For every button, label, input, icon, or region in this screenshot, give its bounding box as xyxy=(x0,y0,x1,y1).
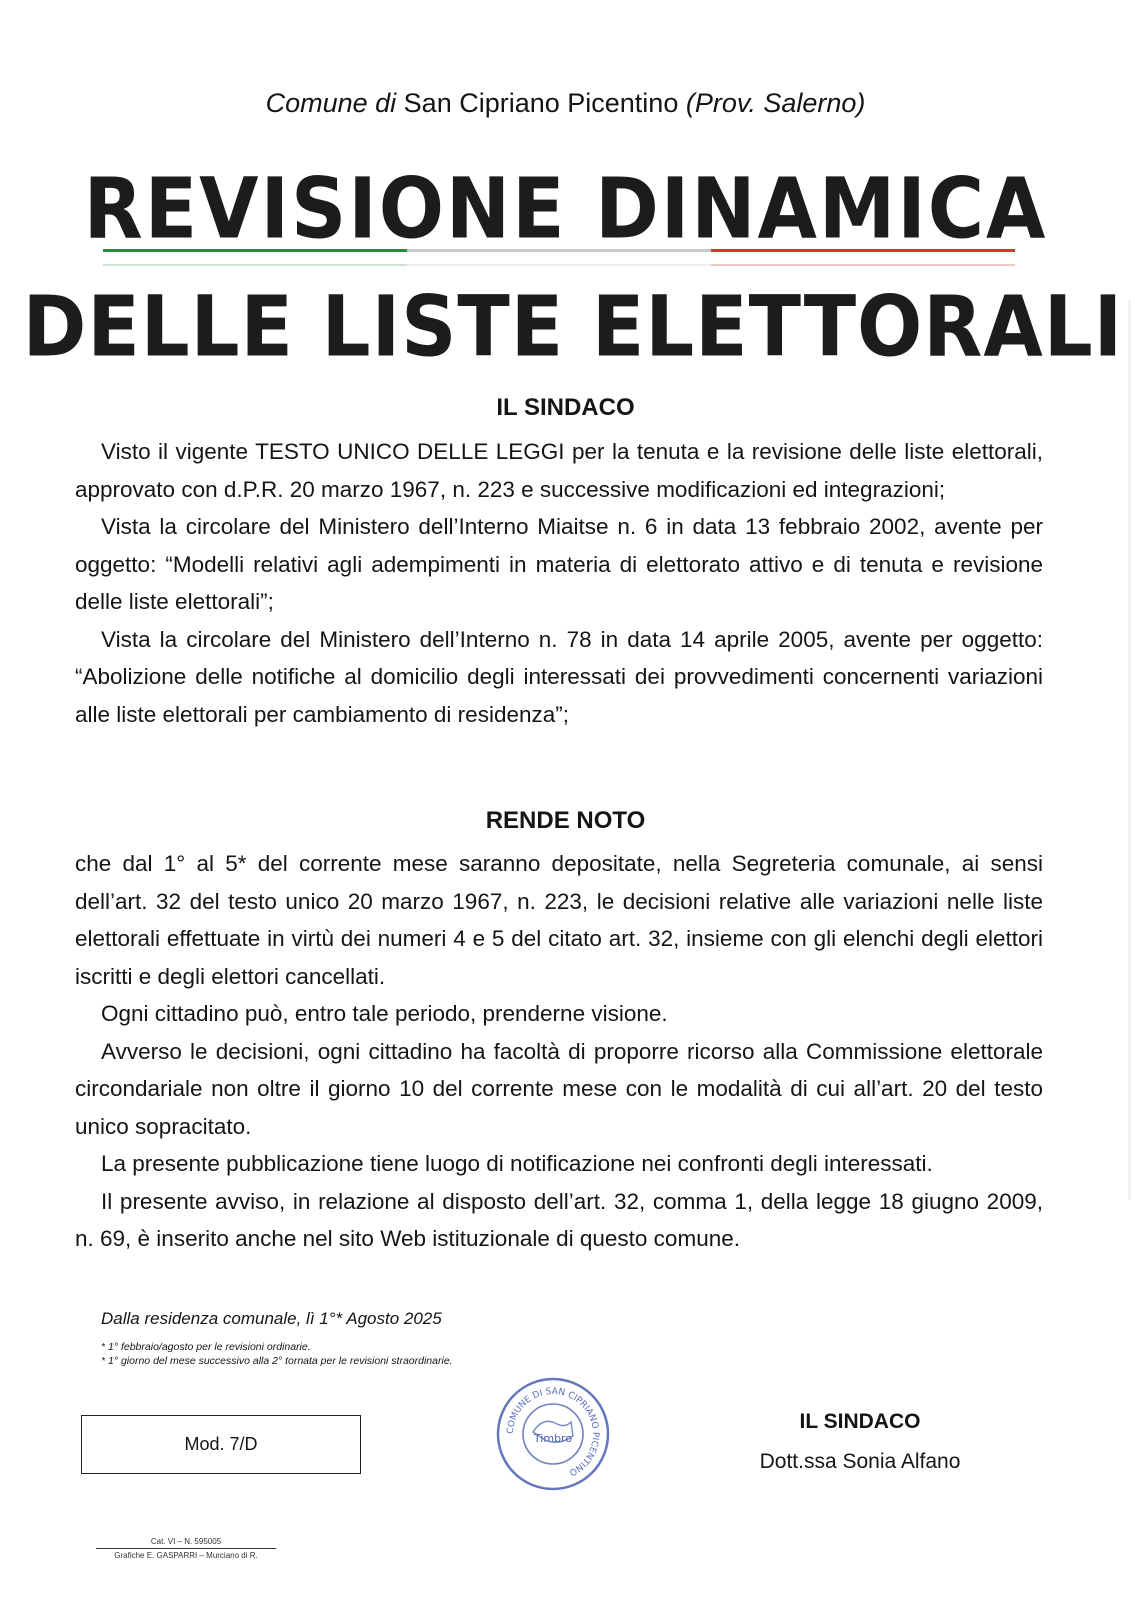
italian-flag-bar xyxy=(103,249,1015,266)
stamp-center-text: Timbro xyxy=(533,1432,573,1445)
flag-green-segment xyxy=(103,249,407,266)
province-label: (Prov. Salerno) xyxy=(685,88,866,118)
paragraph: Ogni cittadino può, entro tale periodo, prenderne visione. xyxy=(101,1001,668,1026)
printer-name: Grafiche E. GASPARRI – Murciano di R. xyxy=(114,1551,258,1560)
signature-name: Dott.ssa Sonia Alfano xyxy=(759,1450,961,1473)
flag-white-segment xyxy=(407,249,711,266)
paragraph: che dal 1° al 5* del corrente mese saranno depositate, nella Segreteria comunale, ai sensi dell’art. 32 del testo unico 20 marzo 1967, n. 223, le decisioni relative alle variazioni nelle liste elettorali effettuate in virtù dei numeri 4 e 5 del citato art. 32, insieme con gli elenchi degli elettori iscritti e degli elettori cancellati. xyxy=(75,851,1043,989)
comune-prefix: Comune di xyxy=(265,88,397,118)
signature-title: IL SINDACO xyxy=(799,1410,921,1433)
section-title-rende-noto: RENDE NOTO xyxy=(485,807,646,834)
flag-red-segment xyxy=(711,249,1015,266)
paragraph: Vista la circolare del Ministero dell’Interno Miaitse n. 6 in data 13 febbraio 2002, avente per oggetto: “Modelli relativi agli adempimenti in materia di elettorato attivo e di tenuta e revisione delle liste elettorali”; xyxy=(75,514,1043,614)
section-title-sindaco: IL SINDACO xyxy=(496,394,635,421)
model-number-box xyxy=(81,1415,361,1474)
printer-imprint xyxy=(96,1536,276,1562)
section1-body xyxy=(75,433,1043,733)
printer-catalog: Cat. VI – N. 595005 xyxy=(96,1536,276,1549)
paragraph: Visto il vigente TESTO UNICO DELLE LEGGI per la tenuta e la revisione delle liste elettorali, approvato con d.P.R. 20 marzo 1967, n. 223 e successive modificazioni ed integrazioni; xyxy=(75,439,1043,502)
paragraph: Il presente avviso, in relazione al disposto dell’art. 32, comma 1, della legge 18 giugno 2009, n. 69, è inserito anche nel sito Web istituzionale di questo comune. xyxy=(75,1188,1043,1251)
comune-header xyxy=(0,88,1131,119)
model-number: Mod. 7/D xyxy=(184,1434,258,1454)
footnote: * 1° febbraio/agosto per le revisioni ordinarie. xyxy=(101,1341,311,1353)
footnote: * 1° giorno del mese successivo alla 2° tornata per le revisioni straordinarie. xyxy=(101,1355,453,1367)
title-line-1: REVISIONE DINAMICA xyxy=(83,160,1048,258)
paragraph: Avverso le decisioni, ogni cittadino ha facoltà di proporre ricorso alla Commissione elettorale circondariale non oltre il giorno 10 del corrente mese con le modalità di cui all’art. 20 del testo unico sopracitato. xyxy=(75,1038,1043,1139)
title-line-2: DELLE LISTE ELETTORALI xyxy=(22,278,1124,376)
municipal-stamp-icon xyxy=(495,1376,611,1492)
dateline: Dalla residenza comunale, lì 1°* Agosto 2025 xyxy=(101,1309,442,1328)
paragraph: La presente pubblicazione tiene luogo di notificazione nei confronti degli interessati. xyxy=(101,1151,933,1176)
footnotes xyxy=(101,1340,453,1368)
comune-name: San Cipriano Picentino xyxy=(403,88,679,118)
stamp-ring-text: COMUNE DI SAN CIPRIANO PICENTINO xyxy=(505,1386,601,1478)
paragraph: Vista la circolare del Ministero dell’Interno n. 78 in data 14 aprile 2005, avente per oggetto: “Abolizione delle notifiche al domicilio degli interessati dei provvedimenti concernenti variazioni alle liste elettorali per cambiamento di residenza”; xyxy=(75,626,1043,727)
section2-body xyxy=(75,845,1043,1258)
